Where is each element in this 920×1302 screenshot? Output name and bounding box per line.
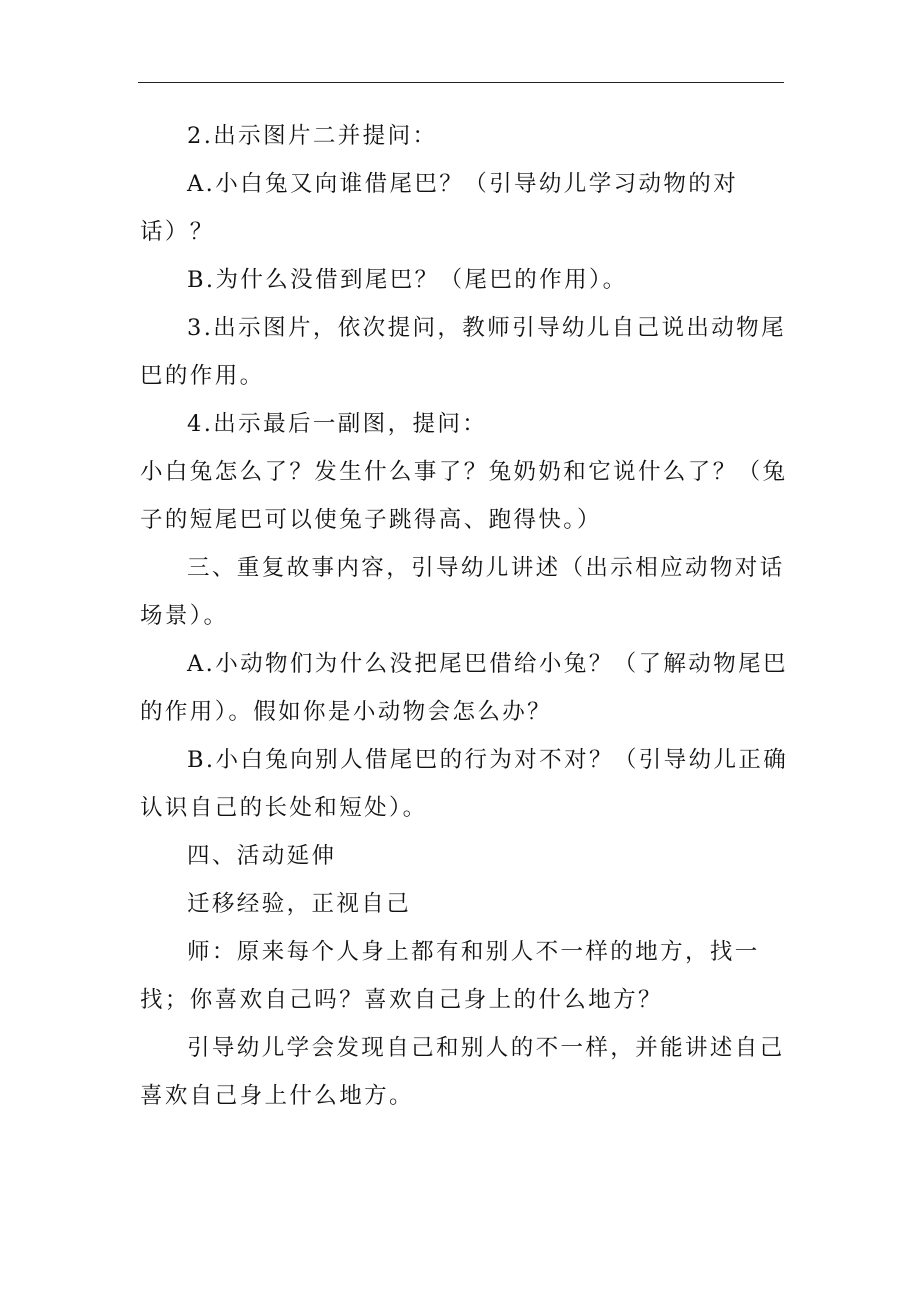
- paragraph-1: 2.出示图片二并提问：: [187, 123, 438, 149]
- paragraph-13: 引导幼儿学会发现自己和别人的不一样，并能讲述自己喜欢自己身上什么地方。: [140, 1035, 785, 1109]
- paragraph-7: 三、重复故事内容，引导幼儿讲述（出示相应动物对话场景）。: [140, 555, 785, 629]
- paragraph-2: A.小白兔又向谁借尾巴？（引导幼儿学习动物的对话）？: [140, 171, 739, 245]
- paragraph-12: 师：原来每个人身上都有和别人不一样的地方，找一找；你喜欢自己吗？喜欢自己身上的什么地方？: [140, 939, 760, 1013]
- paragraph-8: A.小动物们为什么没把尾巴借给小兔？（了解动物尾巴的作用）。假如你是小动物会怎么办？: [140, 651, 788, 725]
- paragraph-6: 小白兔怎么了？发生什么事了？兔奶奶和它说什么了？（兔子的短尾巴可以使兔子跳得高、跑得快。）: [140, 459, 788, 533]
- document-body: [140, 112, 790, 1120]
- paragraph-4: 3.出示图片，依次提问，教师引导幼儿自己说出动物尾巴的作用。: [140, 315, 786, 389]
- paragraph-3: B.为什么没借到尾巴？（尾巴的作用）。: [187, 267, 628, 293]
- paragraph-5: 4.出示最后一副图，提问：: [187, 411, 488, 437]
- header-rule: [138, 82, 784, 83]
- paragraph-10: 四、活动延伸: [187, 843, 337, 869]
- paragraph-9: B.小白兔向别人借尾巴的行为对不对？（引导幼儿正确认识自己的长处和短处）。: [140, 747, 789, 821]
- paragraph-11: 迁移经验，正视自己: [187, 891, 412, 917]
